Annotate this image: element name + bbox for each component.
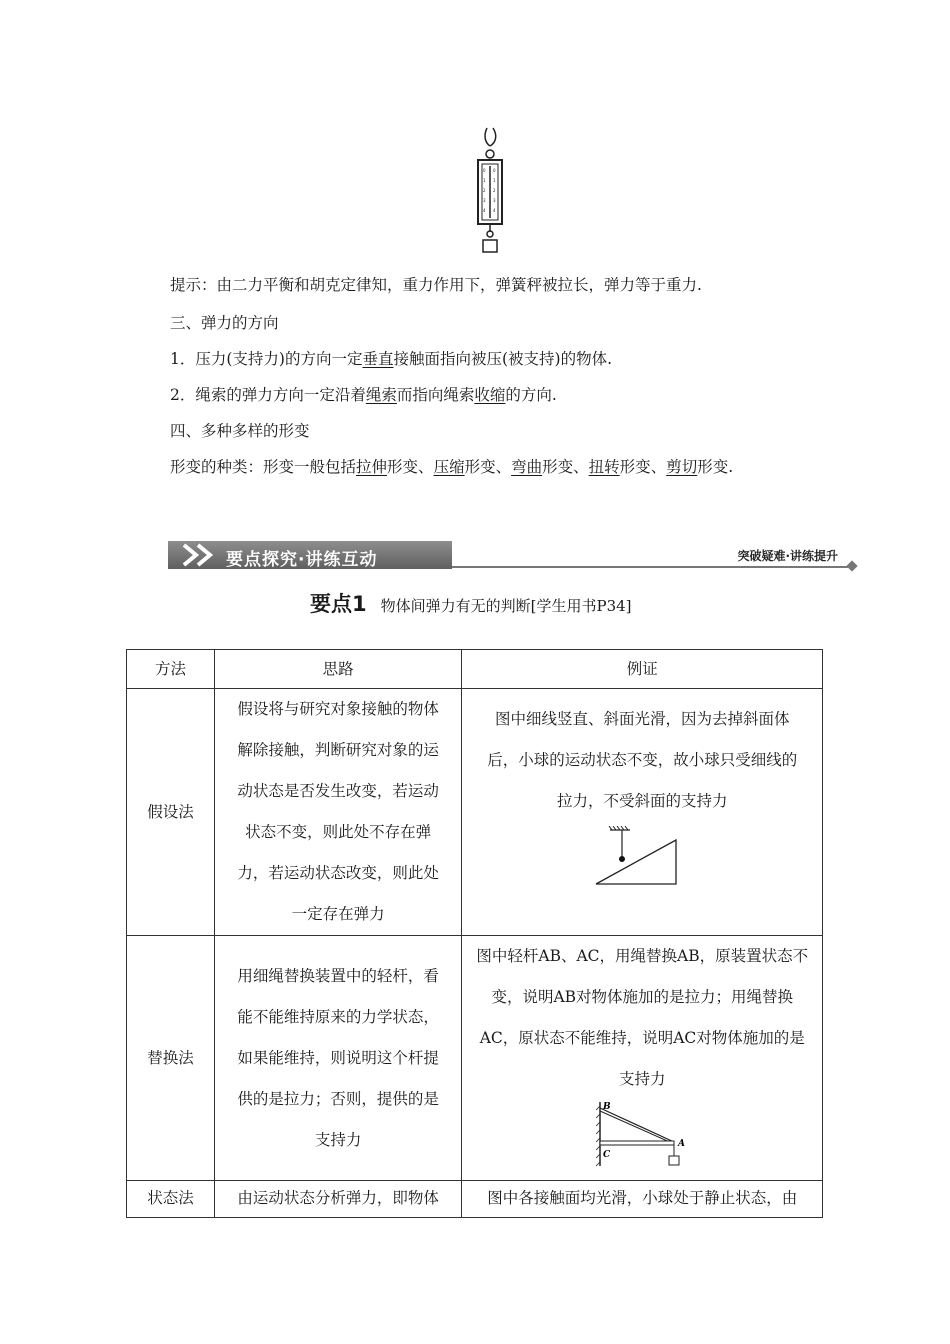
point-b-label: B [603, 1102, 611, 1112]
double-chevron-icon [180, 543, 220, 567]
table-header-cell: 方法 [127, 650, 215, 689]
idea-cell: 由运动状态分析弹力，即物体 [214, 1181, 462, 1218]
point-a-label: A [678, 1139, 686, 1149]
table-header-cell: 思路 [214, 650, 462, 689]
diamond-icon [846, 560, 857, 571]
svg-text:3: 3 [493, 198, 496, 203]
point-c-label: C [603, 1150, 611, 1160]
table-header-row [127, 650, 823, 689]
section-4-kinds: 形变的种类：形变一般包括拉伸形变、压缩形变、弯曲形变、扭转形变、剪切形变. [170, 458, 734, 476]
section-3-title: 三、弹力的方向 [170, 314, 279, 332]
svg-text:4: 4 [493, 208, 496, 213]
key-point-label: 要点1 [310, 592, 367, 616]
banner-title: 要点探究·讲练互动 [226, 550, 378, 570]
rod-bracket-figure [590, 1100, 690, 1172]
svg-text:0: 0 [483, 168, 486, 173]
table-row [127, 689, 823, 936]
svg-text:1: 1 [493, 178, 496, 183]
section-4-title: 四、多种多样的形变 [170, 422, 310, 440]
svg-text:2: 2 [483, 188, 486, 193]
example-cell: 图中细线竖直、斜面光滑，因为去掉斜面体 后，小球的运动状态不变，故小球只受细线的 拉力，不受斜面的支持力 [462, 689, 823, 936]
svg-text:3: 3 [483, 198, 486, 203]
section-3-item-1: 1．压力(支持力)的方向一定垂直接触面指向被压(被支持)的物体. [170, 350, 613, 368]
key-point-heading [310, 588, 632, 618]
example-cell: 图中轻杆AB、AC，用绳替换AB，原装置状态不 变，说明AB对物体施加的是拉力；用绳替换 AC，原状态不能维持，说明AC对物体施加的是 支持力 B C A [462, 936, 823, 1181]
section-3-item-2: 2．绳索的弹力方向一定沿着绳索而指向绳索收缩的方向. [170, 386, 557, 404]
svg-text:2: 2 [493, 188, 496, 193]
idea-cell: 假设将与研究对象接触的物体 解除接触，判断研究对象的运 动状态是否发生改变，若运动 状态不变，则此处不存在弹 力，若运动状态改变，则此处 一定存在弹力 [214, 689, 462, 936]
key-point-title: 物体间弹力有无的判断[学生用书P34] [380, 597, 632, 615]
hint-text: 提示：由二力平衡和胡克定律知，重力作用下，弹簧秤被拉长，弹力等于重力. [170, 276, 702, 294]
methods-table [126, 649, 823, 1218]
table-header-cell: 例证 [462, 650, 823, 689]
svg-text:4: 4 [483, 208, 486, 213]
method-cell: 替换法 [127, 936, 215, 1181]
table-row [127, 936, 823, 1181]
method-cell: 状态法 [127, 1181, 215, 1218]
banner-rule [452, 566, 848, 568]
table-row [127, 1181, 823, 1218]
method-cell: 假设法 [127, 689, 215, 936]
idea-cell: 用细绳替换装置中的轻杆，看 能不能维持原来的力学状态， 如果能维持，则说明这个杆提 供的是拉力；否则，提供的是 支持力 [214, 936, 462, 1181]
svg-text:1: 1 [483, 178, 486, 183]
section-banner [168, 541, 858, 571]
banner-subtitle: 突破疑难·讲练提升 [737, 549, 838, 563]
example-cell: 图中各接触面均光滑，小球处于静止状态，由 [462, 1181, 823, 1218]
incline-ball-figure [594, 826, 684, 888]
spring-scale-figure [470, 124, 510, 256]
banner-tab [168, 541, 452, 569]
svg-text:0: 0 [493, 168, 496, 173]
